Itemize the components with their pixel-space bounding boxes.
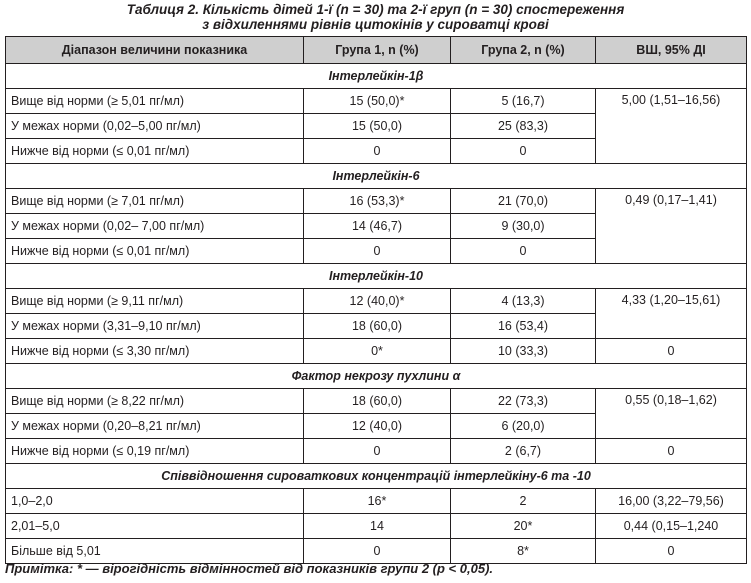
table-row	[6, 239, 747, 264]
table-row	[6, 139, 747, 164]
row-label: Нижче від норми (≤ 0,01 пг/мл)	[6, 239, 304, 264]
group-2-value: 10 (33,3)	[451, 339, 596, 364]
table-row	[6, 89, 747, 114]
table-row	[6, 389, 747, 414]
odds-ratio-value: 5,00 (1,51–16,56)	[596, 89, 747, 114]
group-1-value: 16 (53,3)*	[304, 189, 451, 214]
table-row	[6, 189, 747, 214]
table-footnote: Примітка: * — вірогідність відмінностей від показників групи 2 (р < 0,05).	[5, 561, 494, 576]
group-2-value: 2 (6,7)	[451, 439, 596, 464]
odds-ratio-value: 4,33 (1,20–15,61)	[596, 289, 747, 314]
odds-ratio-value: 0	[596, 339, 747, 364]
section-title: Інтерлейкін-10	[6, 264, 747, 289]
section-title: Фактор некрозу пухлини α	[6, 364, 747, 389]
row-label: Нижче від норми (≤ 0,19 пг/мл)	[6, 439, 304, 464]
odds-ratio-empty	[596, 214, 747, 239]
section-row	[6, 164, 747, 189]
odds-ratio-value: 0,55 (0,18–1,62)	[596, 389, 747, 414]
odds-ratio-value: 0	[596, 539, 747, 564]
cytokine-table	[5, 36, 747, 564]
row-label: У межах норми (0,20–8,21 пг/мл)	[6, 414, 304, 439]
group-2-value: 25 (83,3)	[451, 114, 596, 139]
group-1-value: 0	[304, 439, 451, 464]
row-label: 1,0–2,0	[6, 489, 304, 514]
group-2-value: 16 (53,4)	[451, 314, 596, 339]
row-label: У межах норми (0,02–5,00 пг/мл)	[6, 114, 304, 139]
section-row	[6, 64, 747, 89]
group-1-value: 0	[304, 539, 451, 564]
group-1-value: 12 (40,0)*	[304, 289, 451, 314]
section-row	[6, 364, 747, 389]
row-label: Нижче від норми (≤ 3,30 пг/мл)	[6, 339, 304, 364]
odds-ratio-value: 0	[596, 439, 747, 464]
header-odds-ratio: ВШ, 95% ДІ	[596, 37, 747, 64]
table-row	[6, 339, 747, 364]
table-row	[6, 114, 747, 139]
group-2-value: 2	[451, 489, 596, 514]
group-2-value: 6 (20,0)	[451, 414, 596, 439]
group-2-value: 21 (70,0)	[451, 189, 596, 214]
group-2-value: 9 (30,0)	[451, 214, 596, 239]
row-label: Вище від норми (≥ 8,22 пг/мл)	[6, 389, 304, 414]
table-row	[6, 314, 747, 339]
odds-ratio-value: 16,00 (3,22–79,56)	[596, 489, 747, 514]
section-row	[6, 264, 747, 289]
group-2-value: 22 (73,3)	[451, 389, 596, 414]
group-1-value: 18 (60,0)	[304, 314, 451, 339]
row-label: 2,01–5,0	[6, 514, 304, 539]
odds-ratio-empty	[596, 239, 747, 264]
table-row	[6, 439, 747, 464]
row-label: Вище від норми (≥ 5,01 пг/мл)	[6, 89, 304, 114]
row-label: У межах норми (3,31–9,10 пг/мл)	[6, 314, 304, 339]
table-row	[6, 489, 747, 514]
group-1-value: 0*	[304, 339, 451, 364]
row-label: Нижче від норми (≤ 0,01 пг/мл)	[6, 139, 304, 164]
header-row	[6, 37, 747, 64]
header-range: Діапазон величини показника	[6, 37, 304, 64]
row-label: Вище від норми (≥ 9,11 пг/мл)	[6, 289, 304, 314]
group-2-value: 20*	[451, 514, 596, 539]
header-group-1: Група 1, n (%)	[304, 37, 451, 64]
table-title-line-2: з відхиленнями рівнів цитокінів у сироватці крові	[202, 17, 549, 32]
group-1-value: 15 (50,0)	[304, 114, 451, 139]
table-title	[0, 2, 751, 32]
row-label: Більше від 5,01	[6, 539, 304, 564]
group-2-value: 4 (13,3)	[451, 289, 596, 314]
group-1-value: 16*	[304, 489, 451, 514]
odds-ratio-value: 0,44 (0,15–1,240	[596, 514, 747, 539]
table-title-line-1: Таблиця 2. Кількість дітей 1-ї (n = 30) та 2-ї груп (n = 30) спостереження	[126, 2, 625, 17]
group-1-value: 0	[304, 239, 451, 264]
group-1-value: 15 (50,0)*	[304, 89, 451, 114]
header-group-2: Група 2, n (%)	[451, 37, 596, 64]
group-2-value: 0	[451, 239, 596, 264]
group-1-value: 14	[304, 514, 451, 539]
group-2-value: 8*	[451, 539, 596, 564]
section-title: Інтерлейкін-6	[6, 164, 747, 189]
table-row	[6, 514, 747, 539]
odds-ratio-value: 0,49 (0,17–1,41)	[596, 189, 747, 214]
row-label: Вище від норми (≥ 7,01 пг/мл)	[6, 189, 304, 214]
group-1-value: 12 (40,0)	[304, 414, 451, 439]
row-label: У межах норми (0,02– 7,00 пг/мл)	[6, 214, 304, 239]
section-row	[6, 464, 747, 489]
table-row	[6, 539, 747, 564]
odds-ratio-empty	[596, 139, 747, 164]
table-row	[6, 289, 747, 314]
odds-ratio-empty	[596, 314, 747, 339]
group-1-value: 14 (46,7)	[304, 214, 451, 239]
group-1-value: 18 (60,0)	[304, 389, 451, 414]
group-1-value: 0	[304, 139, 451, 164]
odds-ratio-empty	[596, 114, 747, 139]
section-title: Інтерлейкін-1β	[6, 64, 747, 89]
section-title: Співвідношення сироваткових концентрацій інтерлейкіну-6 та -10	[6, 464, 747, 489]
table-row	[6, 214, 747, 239]
odds-ratio-empty	[596, 414, 747, 439]
table-row	[6, 414, 747, 439]
group-2-value: 0	[451, 139, 596, 164]
group-2-value: 5 (16,7)	[451, 89, 596, 114]
